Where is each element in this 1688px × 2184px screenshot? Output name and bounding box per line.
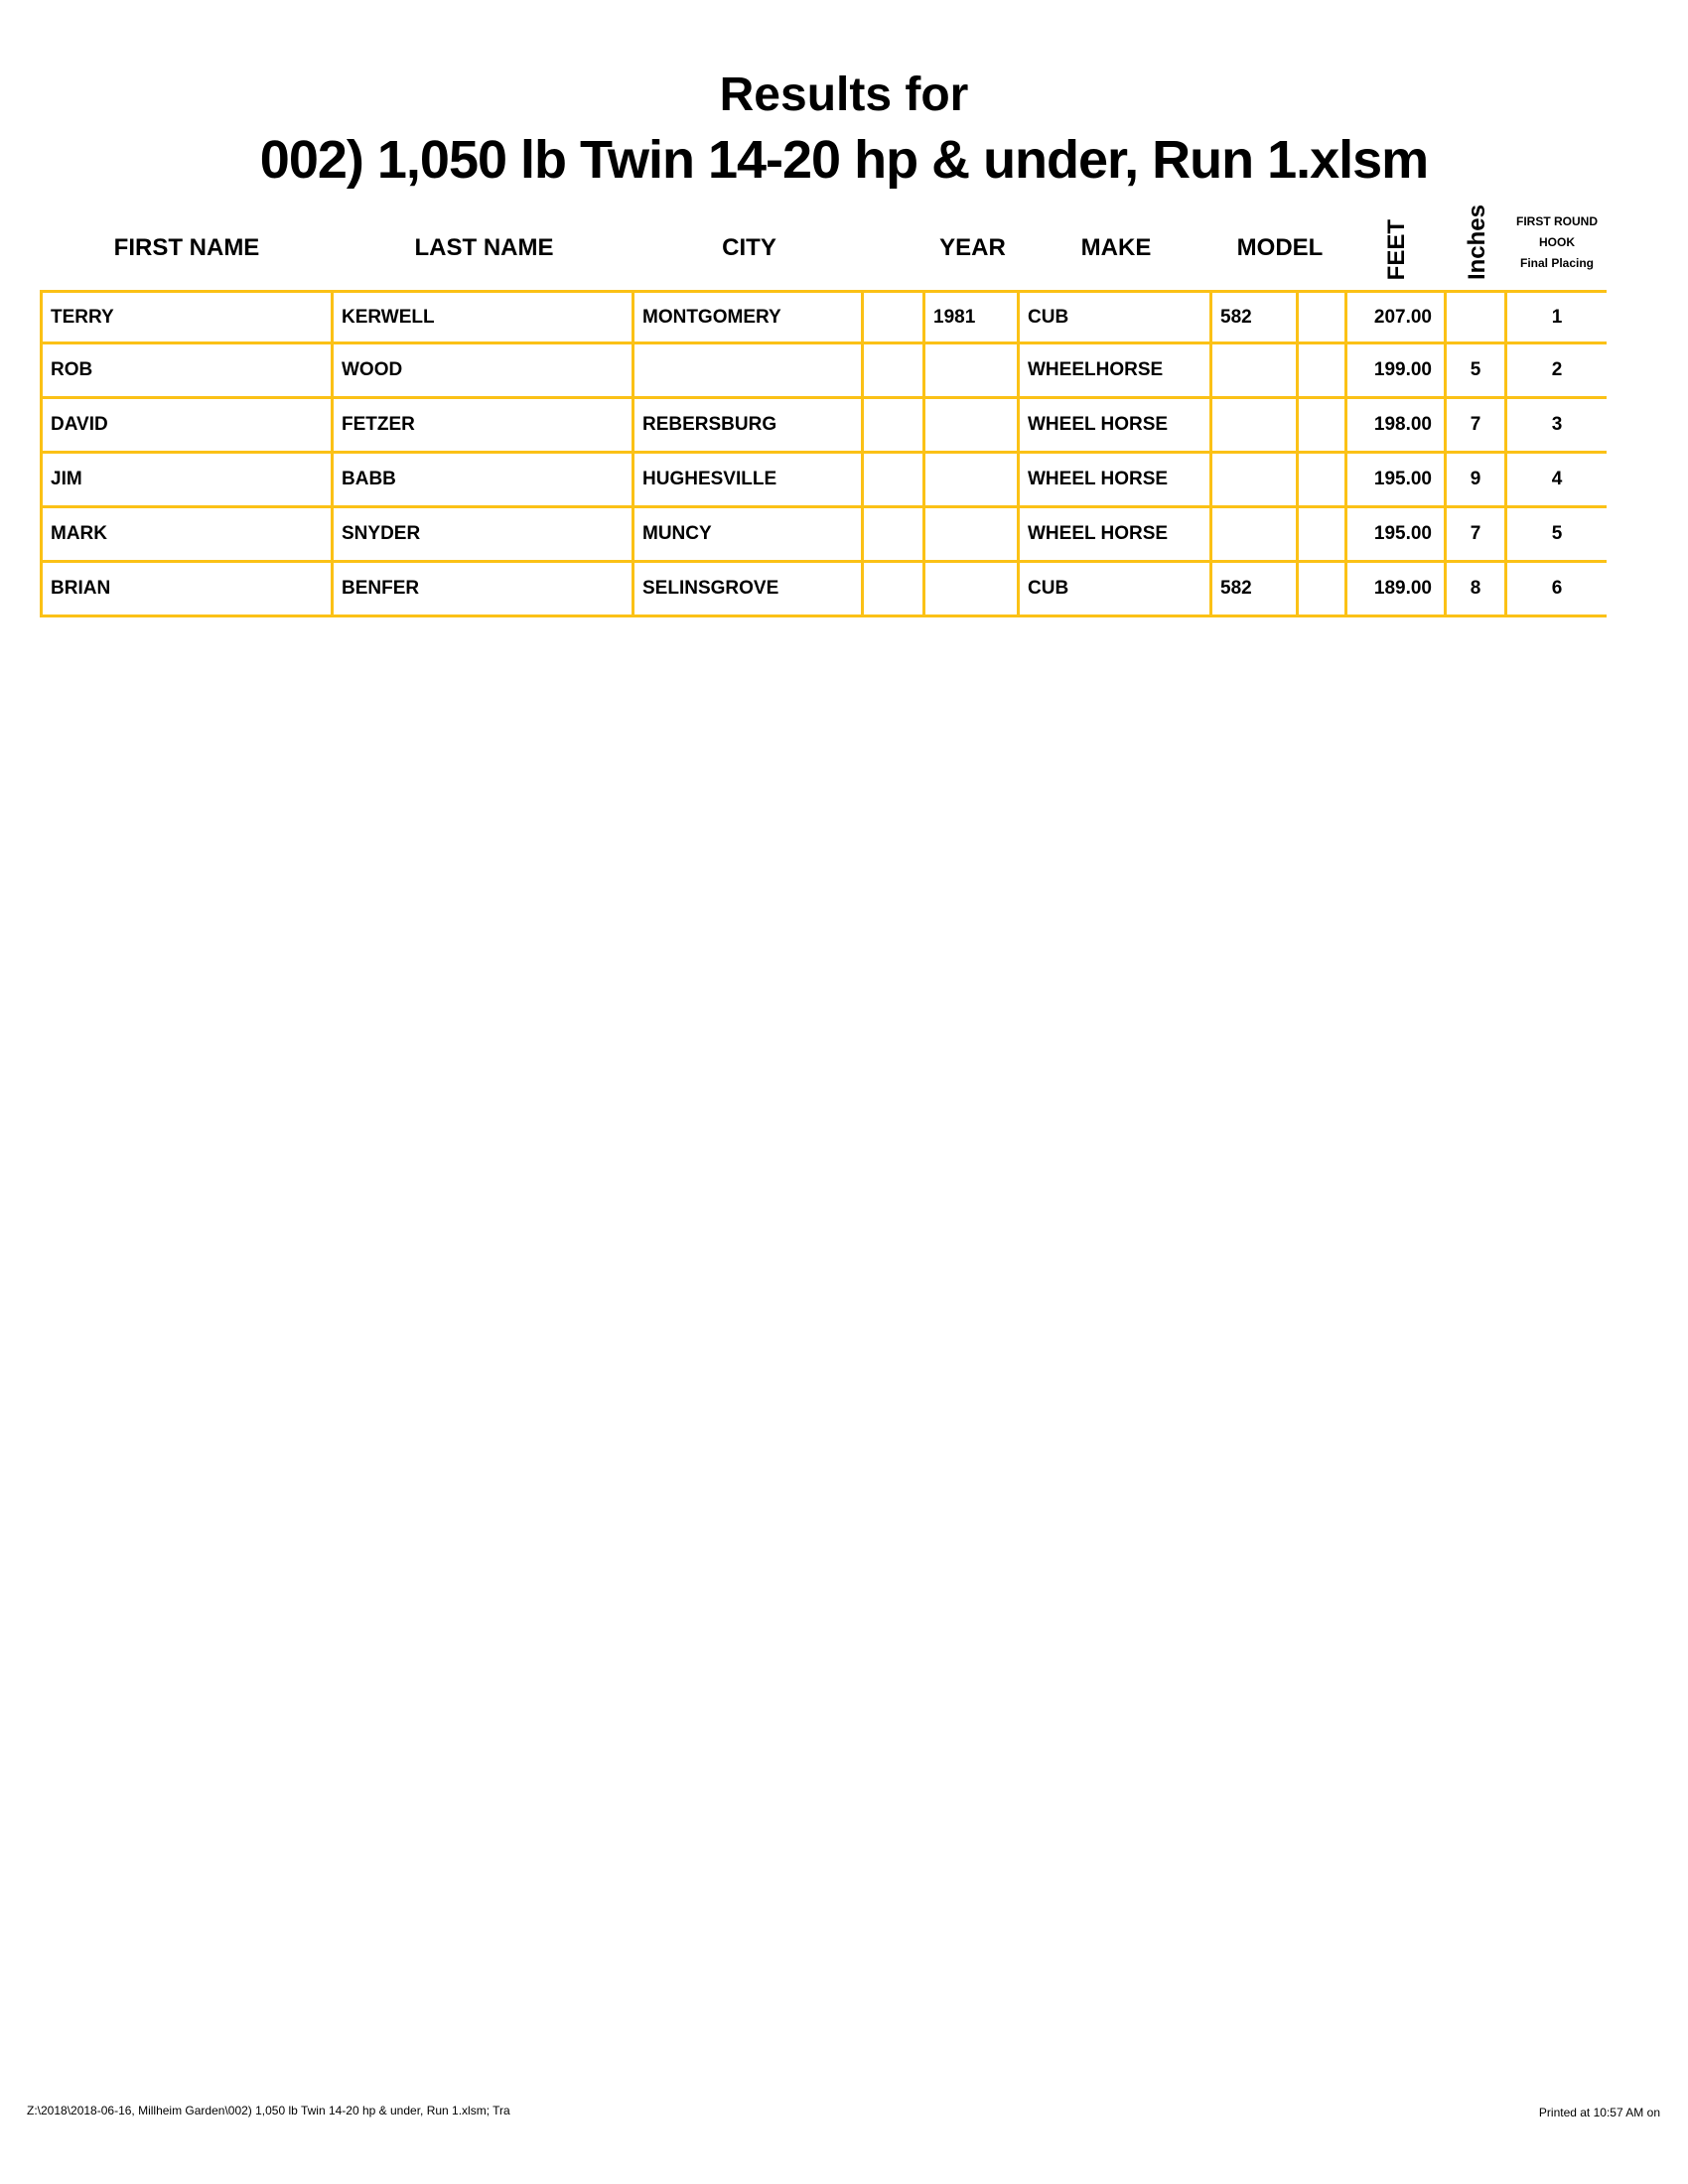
hook-header-line3: Final Placing (1519, 256, 1594, 270)
cell-model: 582 (1212, 563, 1299, 617)
cell-city: SELINSGROVE (634, 563, 864, 617)
column-header-first-round-hook (1507, 211, 1607, 290)
cell-empty (1299, 508, 1347, 563)
cell-last-name: WOOD (334, 344, 634, 399)
results-table (40, 290, 1607, 617)
cell-first-name: DAVID (40, 399, 334, 454)
cell-feet: 207.00 (1347, 290, 1447, 344)
cell-placing: 6 (1507, 563, 1607, 617)
cell-inches (1447, 290, 1507, 344)
hook-header-line1: FIRST ROUND (1516, 214, 1598, 228)
column-header-last-name: LAST NAME (414, 234, 554, 261)
cell-year (925, 399, 1020, 454)
cell-make: CUB (1020, 563, 1212, 617)
table-row (40, 563, 1607, 617)
footer-printed-at: Printed at 10:57 AM on (1538, 2106, 1660, 2119)
cell-last-name: BENFER (334, 563, 634, 617)
cell-empty (1299, 563, 1347, 617)
cell-empty (1299, 454, 1347, 508)
cell-empty (1299, 290, 1347, 344)
cell-make: WHEELHORSE (1020, 344, 1212, 399)
cell-model: 582 (1212, 290, 1299, 344)
cell-empty (864, 508, 925, 563)
cell-city (634, 344, 864, 399)
table-row (40, 399, 1607, 454)
cell-empty (864, 290, 925, 344)
table-row (40, 290, 1607, 344)
cell-first-name: MARK (40, 508, 334, 563)
cell-first-name: BRIAN (40, 563, 334, 617)
page-title-line1: Results for (719, 68, 969, 121)
cell-inches: 8 (1447, 563, 1507, 617)
cell-city: MUNCY (634, 508, 864, 563)
cell-year (925, 344, 1020, 399)
cell-model (1212, 399, 1299, 454)
cell-feet: 198.00 (1347, 399, 1447, 454)
cell-model (1212, 454, 1299, 508)
cell-model (1212, 508, 1299, 563)
cell-placing: 4 (1507, 454, 1607, 508)
cell-feet: 195.00 (1347, 454, 1447, 508)
cell-city: MONTGOMERY (634, 290, 864, 344)
cell-year: 1981 (925, 290, 1020, 344)
cell-feet: 189.00 (1347, 563, 1447, 617)
cell-empty (864, 344, 925, 399)
table-header-row (40, 195, 1607, 290)
cell-make: WHEEL HORSE (1020, 454, 1212, 508)
cell-inches: 5 (1447, 344, 1507, 399)
column-header-inches-rotated: Inches (1463, 204, 1490, 280)
cell-make: WHEEL HORSE (1020, 399, 1212, 454)
cell-empty (1299, 399, 1347, 454)
column-header-year: YEAR (939, 234, 1006, 261)
column-header-make: MAKE (1080, 234, 1152, 261)
cell-first-name: TERRY (40, 290, 334, 344)
cell-first-name: ROB (40, 344, 334, 399)
cell-placing: 2 (1507, 344, 1607, 399)
cell-city: REBERSBURG (634, 399, 864, 454)
cell-inches: 7 (1447, 399, 1507, 454)
cell-last-name: BABB (334, 454, 634, 508)
cell-empty (864, 399, 925, 454)
table-row (40, 344, 1607, 399)
cell-inches: 9 (1447, 454, 1507, 508)
cell-placing: 1 (1507, 290, 1607, 344)
cell-empty (864, 454, 925, 508)
column-header-model: MODEL (1236, 234, 1324, 261)
page-title-line2: 002) 1,050 lb Twin 14-20 hp & under, Run 1.xlsm (259, 130, 1429, 190)
column-header-first-name: FIRST NAME (113, 234, 260, 261)
cell-year (925, 563, 1020, 617)
table-row (40, 454, 1607, 508)
cell-make: CUB (1020, 290, 1212, 344)
cell-placing: 3 (1507, 399, 1607, 454)
cell-empty (864, 563, 925, 617)
cell-model (1212, 344, 1299, 399)
cell-inches: 7 (1447, 508, 1507, 563)
footer-file-path: Z:\2018\2018-06-16, Millheim Garden\002) 1,050 lb Twin 14-20 hp & under, Run 1.xlsm; Tra (27, 2104, 510, 2117)
cell-empty (1299, 344, 1347, 399)
cell-year (925, 508, 1020, 563)
cell-city: HUGHESVILLE (634, 454, 864, 508)
hook-header-line2: HOOK (1539, 235, 1575, 249)
cell-feet: 199.00 (1347, 344, 1447, 399)
column-header-city: CITY (722, 234, 776, 261)
cell-first-name: JIM (40, 454, 334, 508)
cell-year (925, 454, 1020, 508)
column-header-feet-rotated: FEET (1383, 218, 1410, 280)
cell-last-name: FETZER (334, 399, 634, 454)
cell-feet: 195.00 (1347, 508, 1447, 563)
table-row (40, 508, 1607, 563)
cell-last-name: KERWELL (334, 290, 634, 344)
cell-last-name: SNYDER (334, 508, 634, 563)
cell-placing: 5 (1507, 508, 1607, 563)
cell-make: WHEEL HORSE (1020, 508, 1212, 563)
